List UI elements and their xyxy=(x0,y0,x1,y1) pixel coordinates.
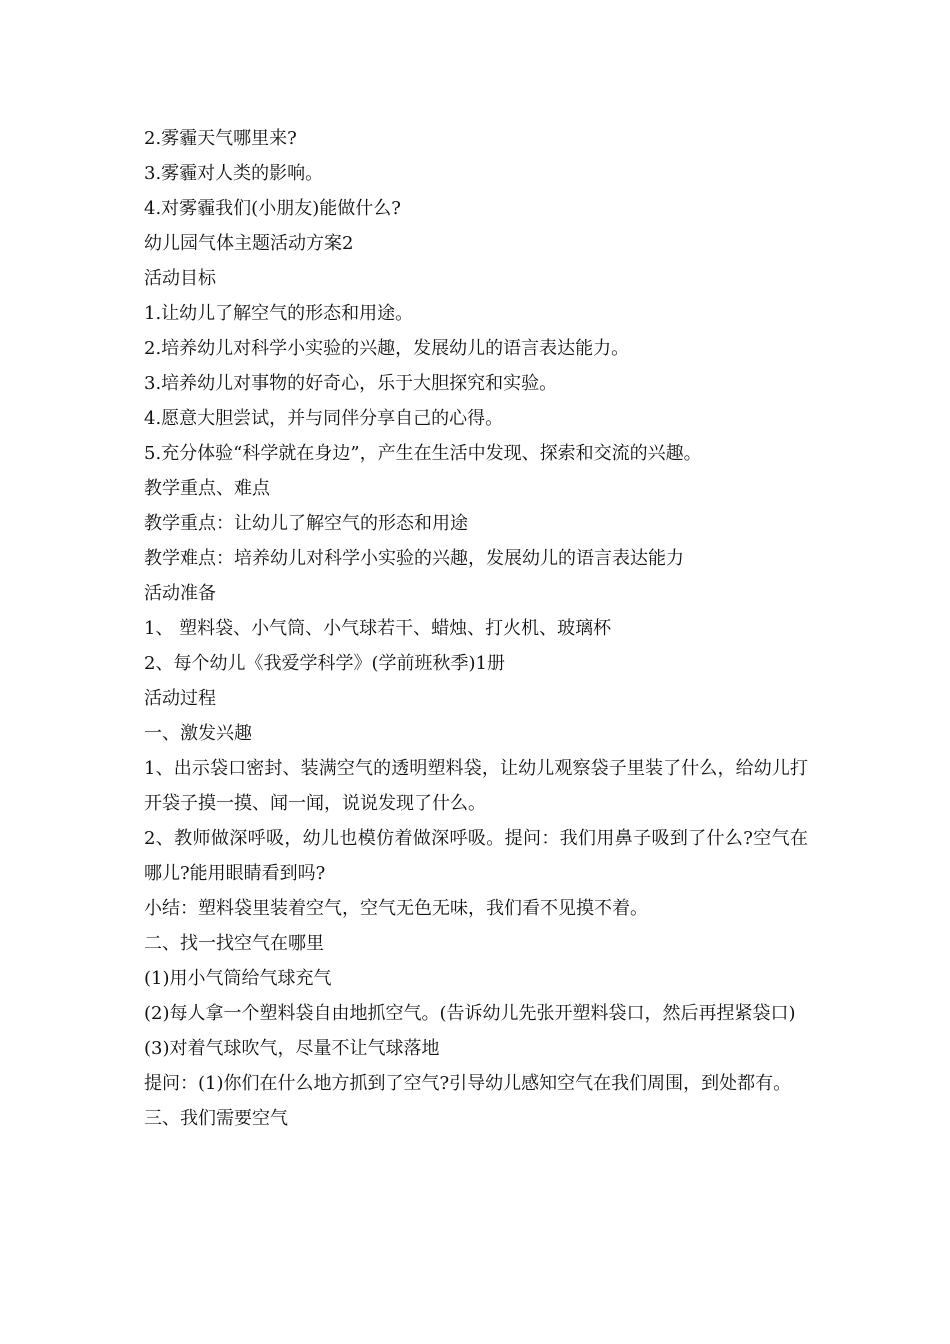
text-line: 3.培养幼儿对事物的好奇心，乐于大胆探究和实验。 xyxy=(144,373,558,394)
text-line: (3)对着气球吹气，尽量不让气球落地 xyxy=(144,1038,440,1059)
text-line: 1、 塑料袋、小气筒、小气球若干、蜡烛、打火机、玻璃杯 xyxy=(144,618,612,639)
section-heading: 三、我们需要空气 xyxy=(144,1108,288,1129)
section-heading: 幼儿园气体主题活动方案2 xyxy=(144,233,354,254)
text-line: 2、每个幼儿《我爱学科学》(学前班秋季)1册 xyxy=(144,653,505,674)
section-heading: 活动目标 xyxy=(144,268,216,289)
text-line: 4.愿意大胆尝试，并与同伴分享自己的心得。 xyxy=(144,408,504,429)
text-line: 小结：塑料袋里装着空气，空气无色无味，我们看不见摸不着。 xyxy=(144,898,648,919)
text-line: 教学难点：培养幼儿对科学小实验的兴趣，发展幼儿的语言表达能力 xyxy=(144,548,684,569)
section-heading: 活动过程 xyxy=(144,688,216,709)
document-body xyxy=(144,121,808,1136)
section-heading: 教学重点、难点 xyxy=(144,478,270,499)
paragraph: (2)每人拿一个塑料袋自由地抓空气。(告诉幼儿先张开塑料袋口，然后再捏紧袋口) xyxy=(144,1003,796,1024)
text-line: 5.充分体验“科学就在身边”，产生在生活中发现、探索和交流的兴趣。 xyxy=(144,443,702,464)
text-line: 4.对雾霾我们(小朋友)能做什么? xyxy=(144,198,401,219)
section-heading: 一、激发兴趣 xyxy=(144,723,252,744)
paragraph: 2、教师做深呼吸，幼儿也模仿着做深呼吸。提问：我们用鼻子吸到了什么?空气在哪儿?能用眼睛看到吗? xyxy=(144,828,808,884)
text-line: 1.让幼儿了解空气的形态和用途。 xyxy=(144,303,414,324)
text-line: 2.培养幼儿对科学小实验的兴趣，发展幼儿的语言表达能力。 xyxy=(144,338,630,359)
section-heading: 活动准备 xyxy=(144,583,216,604)
text-line: 3.雾霾对人类的影响。 xyxy=(144,163,324,184)
text-line: 教学重点：让幼儿了解空气的形态和用途 xyxy=(144,513,468,534)
text-line: 2.雾霾天气哪里来? xyxy=(144,128,297,149)
section-heading: 二、找一找空气在哪里 xyxy=(144,933,324,954)
paragraph: 提问：(1)你们在什么地方抓到了空气?引导幼儿感知空气在我们周围，到处都有。 xyxy=(144,1073,792,1094)
text-line: (1)用小气筒给气球充气 xyxy=(144,968,332,989)
paragraph: 1、出示袋口密封、装满空气的透明塑料袋，让幼儿观察袋子里装了什么，给幼儿打开袋子摸一摸、闻一闻，说说发现了什么。 xyxy=(144,758,808,814)
